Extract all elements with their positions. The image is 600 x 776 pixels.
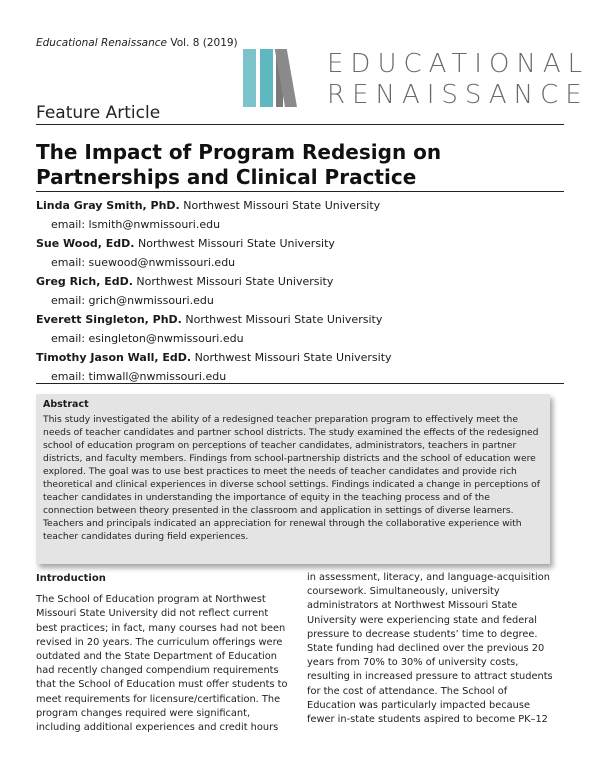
author-entry [36,234,564,272]
author-list [36,196,564,386]
article-title: The Impact of Program Redesign on Partnerships and Clinical Practice [36,140,442,189]
author-email[interactable]: email: suewood@nwmissouri.edu [51,256,236,269]
journal-volume: Vol. 8 (2019) [167,37,238,49]
divider [36,124,564,125]
body-paragraph: The School of Education program at Northwest Missouri State University did not reflect current best practices; in fact, many courses had not been revised in 20 years. The curriculum offerings were outdated and the State Department of Education had recently changed compendium requirements that the School of Education must offer students to meet requirements for licensure/certification. The program changes required were significant, including additional experiences and credit hours [36,594,288,734]
author-email[interactable]: email: timwall@nwmissouri.edu [51,370,227,383]
divider [36,191,564,192]
section-label: Feature Article [36,103,161,123]
author-name: Everett Singleton, PhD. [36,313,182,326]
introduction-heading: Introduction [36,573,106,584]
author-email[interactable]: email: esingleton@nwmissouri.edu [51,332,244,345]
author-affiliation: Northwest Missouri State University [134,237,335,250]
logo-word-renaissance: RENAISSANCE [327,80,589,110]
author-affiliation: Northwest Missouri State University [191,351,392,364]
divider [36,383,564,384]
author-affiliation: Northwest Missouri State University [179,199,381,212]
journal-logo [243,49,590,111]
journal-citation [36,37,238,49]
author-email[interactable]: email: lsmith@nwmissouri.edu [51,218,221,231]
author-name: Timothy Jason Wall, EdD. [36,351,192,364]
author-name: Sue Wood, EdD. [36,237,135,250]
author-email[interactable]: email: grich@nwmissouri.edu [51,294,214,307]
abstract-text: This study investigated the ability of a redesigned teacher preparation program to effectively meet the needs of teacher candidates and partner school districts. The study examined the effects of the redesigned school of education program on perceptions of teacher candidates, administrators, teachers in partner districts, and faculty members. Findings from school-partnership districts and the school of education were explored. The goal was to use best practices to meet the needs of teacher candidates and provide rich theoretical and clinical experiences in diverse school settings. Findings indicated a change in perceptions of teacher candidates in understanding the importance of equity in the teaching process and of the connection between theory presented in the classroom and application in settings of diverse learners. Teachers and principals indicated an appreciation for renewal through the collaborative experience with teacher candidates during field experiences. [43,414,541,542]
logo-bar [260,49,273,107]
body-column-right [307,571,559,727]
author-entry [36,272,564,310]
author-name: Linda Gray Smith, PhD. [36,199,180,212]
body-paragraph: in assessment, literacy, and language-acquisition coursework. Simultaneously, university administrators at Northwest Missouri State University were experiencing state and federal pressure to decrease students’ time to degree. State funding had declined over the previous 20 years from 70% to 30% of university costs, resulting in increased pressure to attract students for the cost of attendance. The School of Education was particularly impacted because fewer in-state students aspired to become PK–12 [307,572,553,726]
body-column-left [36,572,288,735]
logo-word-educational: EDUCATIONAL [327,49,590,79]
author-entry [36,196,564,234]
author-affiliation: Northwest Missouri State University [132,275,334,288]
abstract-box [36,394,550,564]
author-entry [36,348,564,386]
author-entry [36,310,564,348]
author-affiliation: Northwest Missouri State University [181,313,383,326]
journal-name: Educational Renaissance [36,37,167,49]
author-name: Greg Rich, EdD. [36,275,133,288]
abstract-heading: Abstract [43,399,89,410]
logo-bar [243,49,256,107]
